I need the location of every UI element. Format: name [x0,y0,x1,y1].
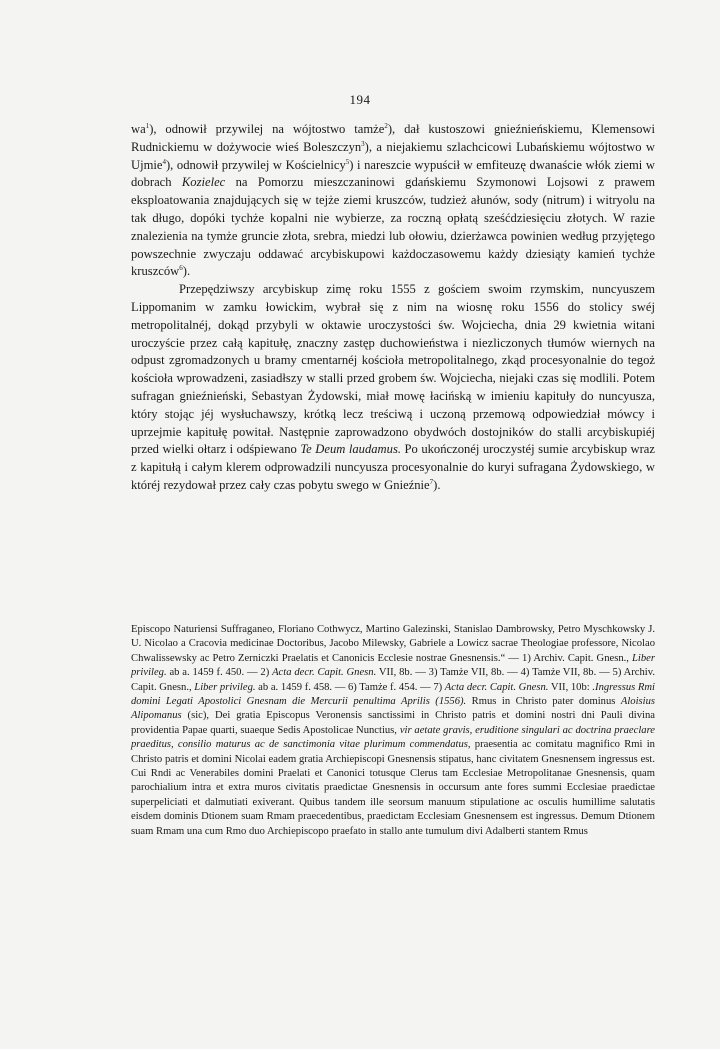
text-run: ), a niejakiemu szlachcicowi Lubańskiemu wójtostwo w Ujmie [131,139,656,172]
italic-name: Aloisius Alipomanus [131,696,656,722]
text-run: praesentia ac comitatu magnifico Rmi in Christo patris et domini Nicolai eadem gratia Archiepiscopi Gnesnensis stipatus, hanc civitatem Gnesnensem ingressus est. Cui Rndi ac Venerabiles domini Praelati et Canonici totusque Clerus tam Ecclesiae Metropolitanae Gnesnensis, quam parochialium intra et extra muros civitatis praedictae Gnesnensis in occursum ante fores summi Ecclesiae praedictae superpeliciati et dalmutiati exiverant. Quibus tandem ille seorsum manuum stipulatione ac osculis humillime salutatis eisdem dominis Dtionem suam Rmam praecedentibus, praedictam Ecclesiam Gnesnensem est ingressus. Demum Dtionem suam Rmam una cum Rmo duo Archiepiscopo praefato in stallo ante tumulum divi Adalberti stantem Rmus [131,739,655,837]
footnote-ref: 6 [179,264,183,273]
footnote-number: 5 [612,667,618,679]
text-run: Przepędziwszy arcybiskup zimę roku 1555 z gościem swoim rzymskim, nuncyuszem Lippomanim w zamku łowickim, wybrał się z nim na wiosnę roku 1556 do stolicy swéj metropolitalnéj, dokąd przybyli w oktawie uroczystości św. Wojciecha, dnia 29 kwietnia witani uroczyście przez całą kapitułę, znaczny zastęp duchowieństwa i niezliczonych tłumów wiernych na odpust zgromadzonych u bramy cmentarnéj kościoła metropolitalnego, zkąd procesyonalnie do tegoż kościoła wprowadzeni, zasiadłszy w stalli przed grobem św. Wojciecha, niejaki czas się modlili. Potem sufragan gnieźnieński, Sebastyan Żydowski, miał mowę łacińską w imieniu kapituły do nuncyusza, który stojąc jéj wysłuchawszy, krótką lecz treściwą i uczoną przemową odpowiedział mówcy i uprzejmie kapitułę powitał. Następnie zaprowadzono obydwóch dostojników do stalli arcybiskupiéj przed wielki ołtarz i odśpiewano [131,282,655,457]
footnotes-text [131,623,655,839]
footnote-ref: 7 [429,477,434,486]
footnotes [131,623,655,839]
text-run: ) i nareszcie wypuścił w emfiteuzę dwanaście włók ziemi w dobrach [131,157,655,190]
footnote-number: 2 [260,667,266,679]
text-run: VII, 8b. — [376,667,429,679]
paragraph-2 [131,281,655,495]
footnote-number: 6 [347,681,354,693]
italic-source: Liber privileg. [194,681,256,693]
text-run: ) Archiv. Capit. Gnesn., [527,652,633,664]
text-run: ). [433,477,441,492]
text-run: na Pomorzu mieszczaninowi gdańskiemu Szymonowi Lojsowi z prawem eksploatowania znajdujących się w tejże ziemi kruszców, tudzież ałunów, sody (nitrum) i witryolu na tak długo, dopóki tychże kopalni nie wybierze, za roczną opłatą sześćdziesięciu złotych. W razie znalezienia na tymże gruncie złota, srebra, miedzi lub ołowiu, dzierżawca powinien według przyjętego powszechnie zwyczaju oddawać arcybiskupowi każdoczasowemu każdy dziesiąty kamień tychże kruszców [131,175,655,279]
text-run: Rmus in Christo pater dominus [471,696,621,708]
main-text [131,121,655,495]
footnote-number: 7 [433,681,439,693]
text-run: (sic), Dei gratia Episcopus Veronensis sanctissimi in Christo patris et domini nostri dni Pauli divina providentia Papae quarti, suaeque Sedis Apostolicae Nunctius, [131,710,655,736]
text-run: ) Tamże f. 454. — [353,681,434,693]
text-run: ) [438,681,445,693]
footnote-ref: 4 [162,157,166,166]
paragraph-1 [131,121,655,281]
footnote-number: 3 [428,667,434,679]
text-run: ), odnowił przywilej w Kościelnicy [165,157,346,172]
italic-source: Acta decr. Capit. Gnesn. [444,681,549,693]
text-run: Po ukończonéj uroczystéj sumie arcybiskup wraz z kapitułą i całym klerem odprowadzili nuncyusza procesyonalnie do kuryi sufragana Żydowskiego, w któréj rezydował przez cały czas pobytu swego w Gnieźnie [131,442,655,492]
italic-heading: .Ingressus Rmi domini Legati Apostolici Gnesnam die Mercurii penultima Aprilis (1556). [131,681,655,708]
text-run: VII, 10b: [548,681,593,693]
footnote-number: 1 [522,652,528,664]
italic-place-name: Kozielec [181,175,226,190]
italic-phrase: vir aetate gravis, eruditione singulari ac doctrina praeclare praeditus, consilio maturus ac de sanctimonia vitae plurimum commendatus, [131,724,656,751]
footnote-ref: 3 [361,139,365,148]
text-run: ) Tamże VII, 8b. — [433,667,521,679]
footnote-number: 4 [520,667,526,679]
text-run: ), dał kustoszowi gnieźnieńskiemu, Klemensowi Rudnickiemu w dożywocie wieś Boleszczyn [131,122,655,154]
text-run: ab a. 1459 f. 458. — [255,681,348,693]
footnote-ref: 2 [384,121,388,130]
page-number: 194 [349,92,371,107]
text-run: ) [265,667,273,679]
text-run: Episcopo Naturiensi Suffraganeo, Floriano Cothwycz, Martino Galezinski, Stanislao Dambrowsky, Petro Myschkowsky J. U. Nicolao a Cracovia medicinae Doctoribus, Jacobo Milewsky, Gabriele a Lowicz sacrae Theologiae professore, Nicolao Chwalissewsky ac Petro Zerniczki Praelatis et Canonicis Ecclesie nostrae Gnesnensis.“ — [131,624,655,664]
text-run: ) Tamże VII, 8b. — [525,667,613,679]
italic-hymn-title: Te Deum laudamus. [300,442,401,457]
italic-source: Liber privileg. [131,652,655,679]
footnote-ref: 1 [145,121,150,130]
text-run: ab a. 1459 f. 450. — [166,667,261,679]
italic-source: Acta decr. Capit. Gnesn. [272,667,377,679]
text-run: ). [182,264,191,279]
text-run: ), odnowił przywilej na wójtostwo tamże [149,122,385,136]
text-run: wa [131,122,146,136]
footnote-ref: 5 [345,157,350,166]
text-run: ) Archiv. Capit. Gnesn., [131,667,656,693]
